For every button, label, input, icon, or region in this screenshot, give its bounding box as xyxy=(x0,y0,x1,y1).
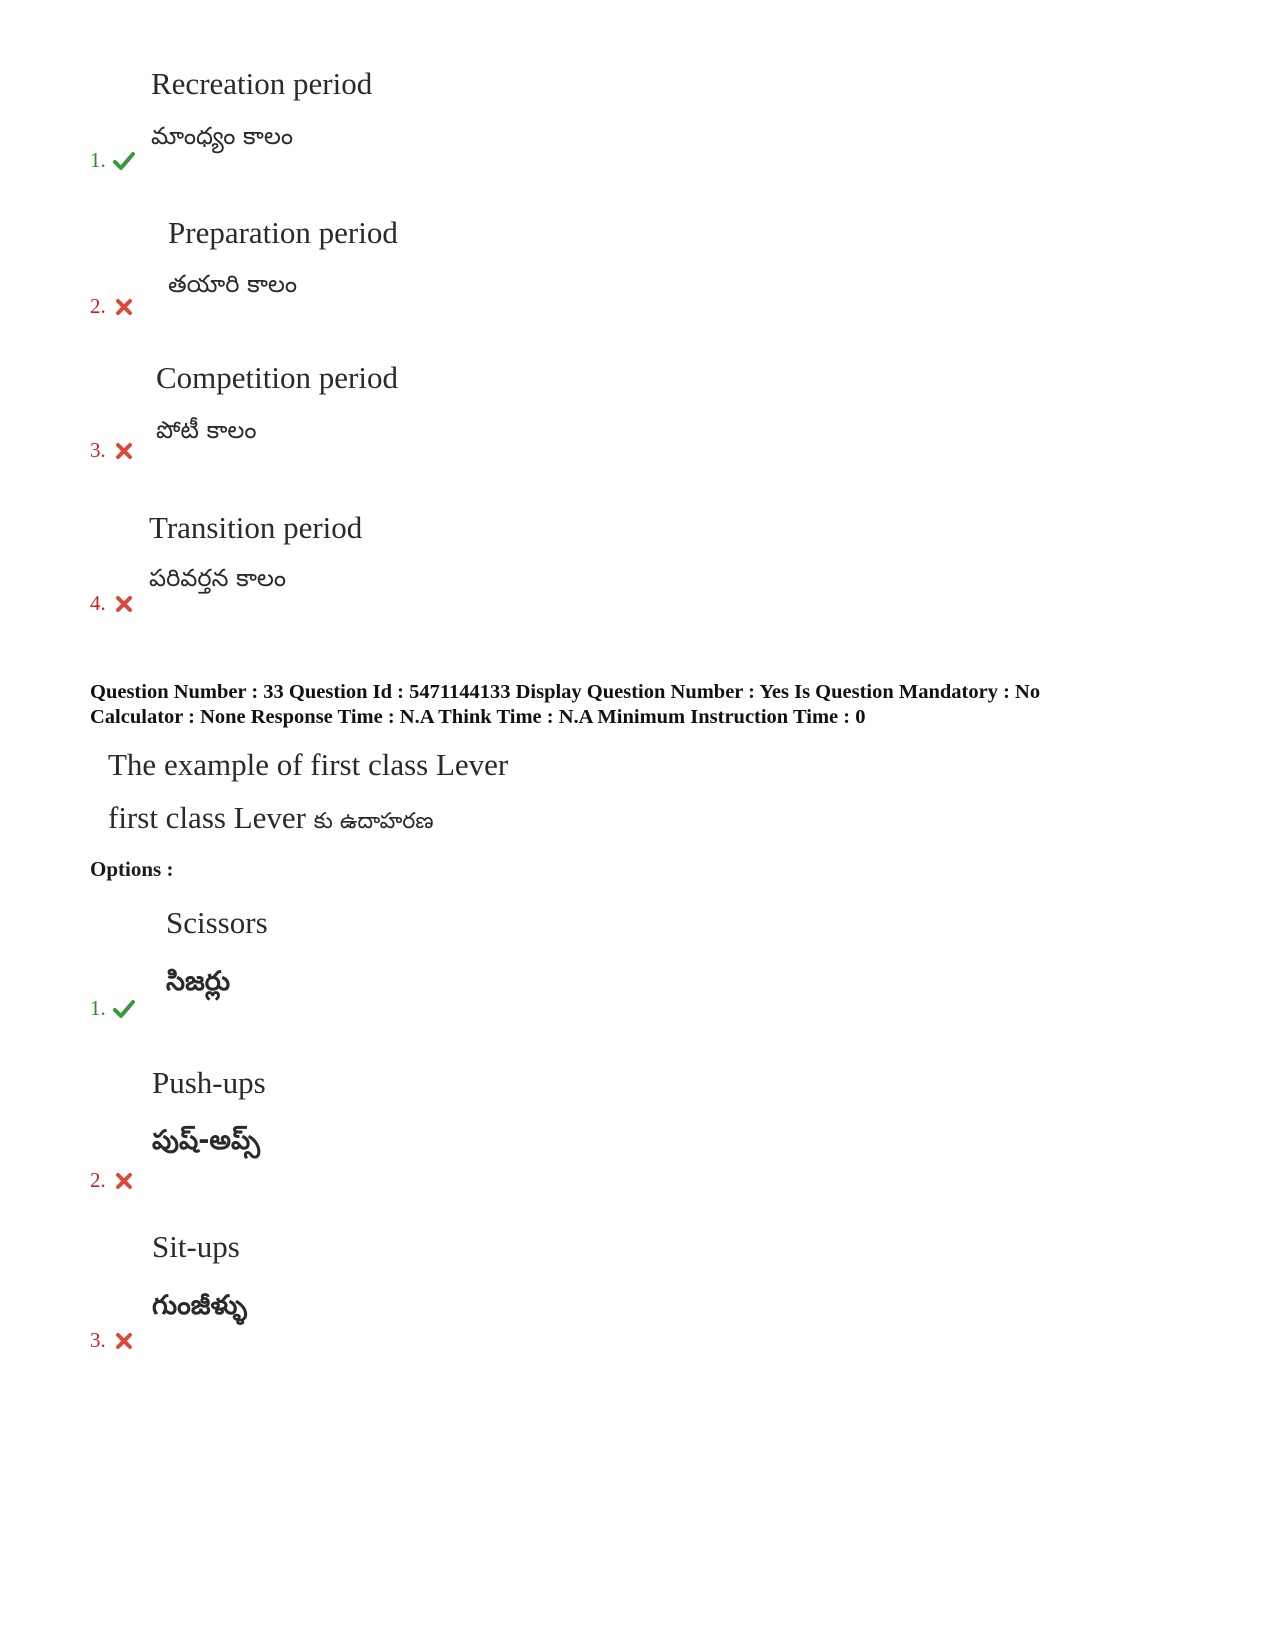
check-icon xyxy=(113,1000,135,1018)
option-number: 2. xyxy=(90,1168,135,1193)
option-telugu-text: పుష్-అప్స్ xyxy=(152,1125,260,1156)
option-number: 2. xyxy=(90,294,135,319)
option-telugu-text: తయారి కాలం xyxy=(168,270,298,298)
option-number: 3. xyxy=(90,438,135,463)
cross-icon xyxy=(113,1332,135,1350)
question-text-telugu: కు ఉదాహరణ xyxy=(313,809,434,834)
question-meta-line-2: Calculator : None Response Time : N.A Think Time : N.A Minimum Instruction Time : 0 xyxy=(90,706,866,728)
option-telugu-text: పరివర్తన కాలం xyxy=(149,564,287,592)
option-english-text: Recreation period xyxy=(151,66,373,101)
option-telugu-text: సిజర్లు xyxy=(166,966,231,997)
cross-icon xyxy=(113,442,135,460)
option-english-text: Competition period xyxy=(156,360,398,395)
option-english-text: Sit-ups xyxy=(152,1229,240,1264)
option-telugu-text: మాంధ్యం కాలం xyxy=(151,122,294,150)
cross-icon xyxy=(113,298,135,316)
option-english-text: Scissors xyxy=(166,905,268,940)
question-meta-line-1: Question Number : 33 Question Id : 5471144133 Display Question Number : Yes Is Question Mandatory : No xyxy=(90,681,1041,703)
question-text-english: The example of first class Lever xyxy=(108,747,509,782)
option-english-text: Transition period xyxy=(149,510,363,545)
question-text-prefix: first class Lever xyxy=(108,800,306,835)
option-number: 4. xyxy=(90,591,135,616)
option-number: 1. xyxy=(90,996,135,1021)
option-number: 1. xyxy=(90,148,135,173)
question-meta xyxy=(90,680,1040,730)
option-english-text: Push-ups xyxy=(152,1065,266,1100)
question-text-bilingual xyxy=(108,800,434,839)
option-number: 3. xyxy=(90,1328,135,1353)
option-telugu-text: పోటీ కాలం xyxy=(156,416,257,444)
check-icon xyxy=(113,152,135,170)
options-label: Options : xyxy=(90,857,174,881)
option-english-text: Preparation period xyxy=(168,215,398,250)
option-telugu-text: గుంజీళ్ళు xyxy=(152,1290,248,1321)
cross-icon xyxy=(113,1172,135,1190)
cross-icon xyxy=(113,595,135,613)
